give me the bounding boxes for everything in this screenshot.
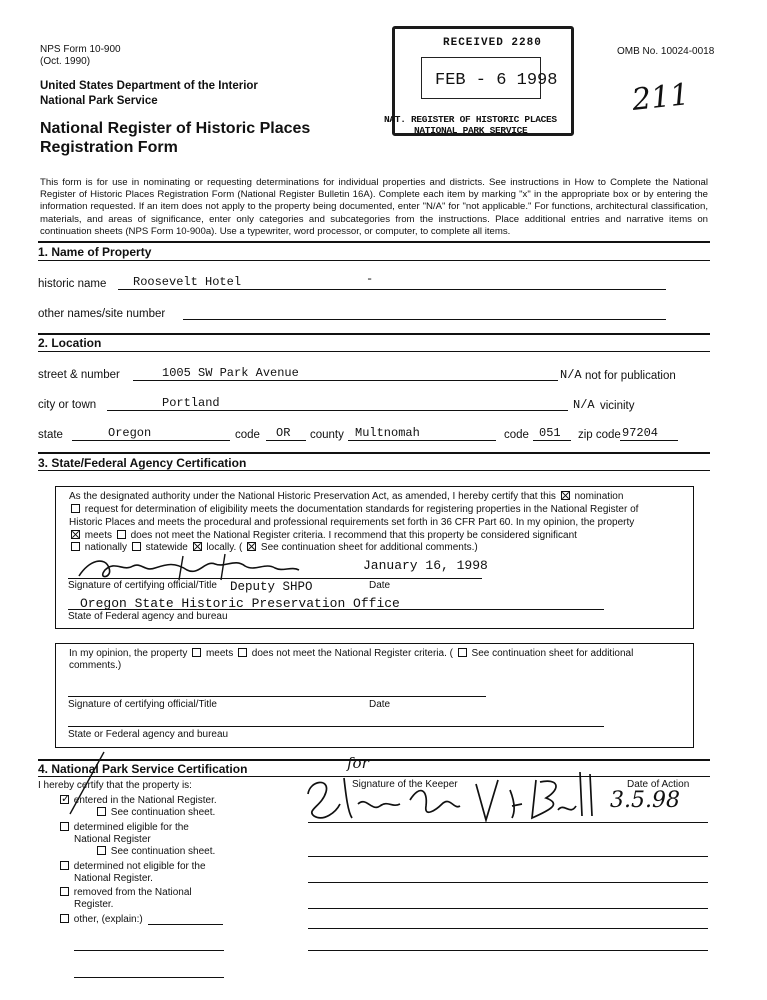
removed-label: removed from the National <box>73 887 192 898</box>
zip-line <box>620 440 678 441</box>
state-line <box>72 440 230 441</box>
form-subtitle: Registration Form <box>40 139 178 156</box>
nomination-label: nomination <box>574 491 624 502</box>
answer-line <box>308 908 708 909</box>
state-label: state <box>38 429 63 441</box>
zip-value[interactable]: 97204 <box>622 426 659 440</box>
divider <box>38 452 710 454</box>
continuation-label: See continuation sheet. <box>110 846 216 857</box>
cert-line4 <box>69 530 577 541</box>
entered-label: entered in the National Register. <box>73 795 217 806</box>
stamp-received: RECEIVED 2280 <box>443 37 542 49</box>
agency: National Park Service <box>40 95 158 107</box>
other-label: other, (explain:) <box>73 914 143 925</box>
opinion-not-meet-checkbox[interactable] <box>238 648 247 657</box>
not-publication-value[interactable]: N/A <box>560 368 582 382</box>
instructions-paragraph: This form is for use in nominating or requesting determinations for individual properties and districts. See instructions in How to Complete the National Register of Historic Places Registration Form (National Register Bulletin 16A). Complete each item by marking "x" in the appropriate box or by entering the information requested. If an item does not apply to the property being documented, enter "N/A" for "not applicable." For functions, architectural classification, materials, and areas of significance, enter only categories and subcategories from the instructions. Place additional entries and narrative items on continuation sheets (NPS Form 10-900a). Use a typewriter, word processor, or computer, to complete all items. <box>40 177 708 237</box>
continuation-checkbox[interactable] <box>97 846 106 855</box>
section3-heading: 3. State/Federal Agency Certification <box>38 456 247 470</box>
stamp-date: FEB - 6 1998 <box>435 71 558 90</box>
city-line <box>107 410 568 411</box>
option-other <box>58 914 143 925</box>
nomination-checkbox[interactable] <box>561 491 570 500</box>
stamp-line1: NAT. REGISTER OF HISTORIC PLACES <box>384 114 557 125</box>
county-value[interactable]: Multnomah <box>355 426 420 440</box>
cert-text: does not meet the National Register criteria. I recommend that this property be considered significant <box>130 530 577 541</box>
not-publication-label: not for publication <box>585 370 676 382</box>
date2-label: Date <box>369 699 391 710</box>
keeper-for: for <box>347 754 369 772</box>
date-of-action-value[interactable]: 3.5.98 <box>610 788 680 813</box>
form-title: National Register of Historic Places <box>40 120 311 137</box>
meets-label: meets <box>84 530 113 541</box>
historic-name-line <box>118 289 666 290</box>
option-entered <box>58 795 217 806</box>
state-code-value[interactable]: OR <box>276 426 291 440</box>
option-entered-cont <box>95 807 215 818</box>
option-not-eligible <box>58 861 206 872</box>
cert-date-value[interactable]: January 16, 1998 <box>363 558 488 573</box>
cert-text: request for determination of eligibility meets the documentation standards for registering properties in the National Register of <box>84 504 639 515</box>
option-removed-l2: Register. <box>74 899 114 910</box>
other-line <box>148 924 223 925</box>
agency-label: State of Federal agency and bureau <box>68 611 228 622</box>
opinion-continuation-label: See continuation sheet for additional <box>471 648 634 659</box>
street-value[interactable]: 1005 SW Park Avenue <box>162 366 299 380</box>
form-date: (Oct. 1990) <box>40 56 91 67</box>
answer-line <box>308 928 708 929</box>
other-line <box>74 977 224 978</box>
nps-intro: I hereby certify that the property is: <box>38 780 192 791</box>
locally-label: locally. ( <box>206 542 243 553</box>
city-label: city or town <box>38 399 97 411</box>
continuation-label: See continuation sheet. <box>110 807 216 818</box>
answer-line <box>308 950 708 951</box>
opinion-meets-label: meets <box>205 648 234 659</box>
answer-line <box>308 856 708 857</box>
section1-heading: 1. Name of Property <box>38 245 152 259</box>
option-not-eligible-l2: National Register. <box>74 873 153 884</box>
county-code-line <box>533 440 571 441</box>
removed-checkbox[interactable] <box>60 887 69 896</box>
continuation-checkbox[interactable] <box>97 807 106 816</box>
zip-label: zip code <box>578 429 621 441</box>
section4-heading: 4. National Park Service Certification <box>38 762 248 776</box>
eligible-label: determined eligible for the <box>73 822 189 833</box>
city-value[interactable]: Portland <box>162 396 220 410</box>
agency2-line <box>68 726 604 727</box>
request-checkbox[interactable] <box>71 504 80 513</box>
opinion-line1 <box>69 648 633 659</box>
other-checkbox[interactable] <box>60 914 69 923</box>
cert-line1 <box>69 491 623 502</box>
stamp-line2: NATIONAL PARK SERVICE <box>414 125 528 136</box>
meets-checkbox[interactable] <box>71 530 80 539</box>
eligible-checkbox[interactable] <box>60 822 69 831</box>
entered-checkbox[interactable] <box>60 795 69 804</box>
county-label: county <box>310 429 344 441</box>
not-eligible-checkbox[interactable] <box>60 861 69 870</box>
opinion-line2: comments.) <box>69 660 122 671</box>
opinion-meets-checkbox[interactable] <box>192 648 201 657</box>
department: United States Department of the Interior <box>40 80 258 92</box>
agency-value[interactable]: Oregon State Historic Preservation Office <box>80 596 400 611</box>
divider <box>38 333 710 335</box>
signature2-line <box>68 696 486 697</box>
keeper-label: Signature of the Keeper <box>352 779 458 790</box>
state-code-label: code <box>235 429 260 441</box>
vicinity-value[interactable]: N/A <box>573 398 595 412</box>
state-value[interactable]: Oregon <box>108 426 152 440</box>
agency-line <box>68 609 604 610</box>
nationally-label: nationally <box>84 542 128 553</box>
divider <box>38 351 710 352</box>
county-code-label: code <box>504 429 529 441</box>
other-names-label: other names/site number <box>38 308 166 320</box>
signer-title[interactable]: Deputy SHPO <box>230 580 313 594</box>
opinion-text: In my opinion, the property <box>69 648 188 659</box>
keeper-signature <box>300 760 600 826</box>
county-line <box>348 440 496 441</box>
divider <box>38 241 710 243</box>
form-number: NPS Form 10-900 <box>40 44 121 55</box>
handwritten-number: 211 <box>630 77 691 118</box>
opinion-continuation-checkbox[interactable] <box>458 648 467 657</box>
option-eligible-cont <box>95 846 215 857</box>
statewide-label: statewide <box>145 542 188 553</box>
signature-line <box>68 578 482 579</box>
not-eligible-label: determined not eligible for the <box>73 861 206 872</box>
other-names-line <box>183 319 666 320</box>
omb-number: OMB No. 10024-0018 <box>617 46 715 57</box>
divider <box>38 260 710 261</box>
agency2-label: State or Federal agency and bureau <box>68 729 229 740</box>
county-code-value[interactable]: 051 <box>539 426 561 440</box>
historic-name-mark: - <box>366 272 374 286</box>
section2-heading: 2. Location <box>38 336 102 350</box>
keeper-line <box>308 822 708 823</box>
historic-name-value[interactable]: Roosevelt Hotel <box>133 275 242 289</box>
date-of-action-label: Date of Action <box>627 779 690 790</box>
opinion-text: does not meet the National Register criteria. ( <box>251 648 453 659</box>
does-not-meet-checkbox[interactable] <box>117 530 126 539</box>
vicinity-label: vicinity <box>600 400 635 412</box>
date-label: Date <box>369 580 391 591</box>
answer-line <box>308 882 708 883</box>
continuation-label: See continuation sheet for additional comments.) <box>260 542 478 553</box>
signature2-label: Signature of certifying official/Title <box>68 699 217 710</box>
divider <box>38 470 710 471</box>
historic-name-label: historic name <box>38 278 107 290</box>
option-removed <box>58 887 192 898</box>
cert-text: As the designated authority under the National Historic Preservation Act, as amended, I hereby certify that this <box>69 491 556 502</box>
option-eligible <box>58 822 189 833</box>
cert-line2 <box>69 504 638 515</box>
street-label: street & number <box>38 369 120 381</box>
cert-line3: Historic Places and meets the procedural and professional requirements set forth in 36 CFR Part 60. In my opinion, the property <box>69 517 635 528</box>
signature-label: Signature of certifying official/Title <box>68 580 217 591</box>
street-line <box>133 380 558 381</box>
other-line <box>74 950 224 951</box>
option-eligible-l2: National Register <box>74 834 151 845</box>
state-code-line <box>266 440 306 441</box>
